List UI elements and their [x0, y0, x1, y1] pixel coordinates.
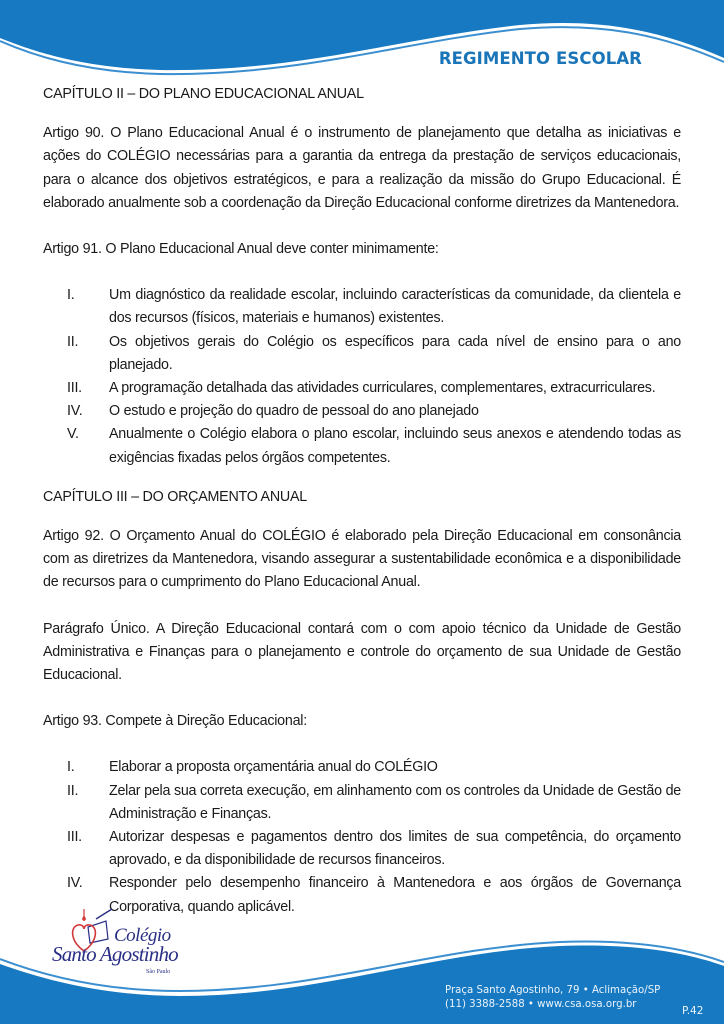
contact-line: (11) 3388-2588 • www.csa.osa.org.br — [445, 998, 637, 1010]
list-text: Elaborar a proposta orçamentária anual do COLÉGIO — [109, 759, 438, 776]
list-text: Um diagnóstico da realidade escolar, incluindo características da comunidade, da clientela e dos recursos (físicos, materiais e humanos) existentes. — [109, 287, 681, 327]
list-number: III. — [67, 380, 82, 397]
list-item — [43, 400, 681, 423]
logo-text-colegio: Colégio — [114, 925, 171, 946]
list-text: Zelar pela sua correta execução, em alinhamento com os controles da Unidade de Gestão de Administração e Finanças. — [109, 782, 681, 822]
header-wave-banner — [0, 0, 724, 80]
article-91: Artigo 91. O Plano Educacional Anual deve conter minimamente: — [43, 241, 439, 258]
article-93-list — [43, 756, 681, 918]
list-item — [43, 756, 681, 779]
list-item — [43, 780, 681, 826]
list-text: Os objetivos gerais do Colégio os específicos para cada nível de ensino para o ano planejado. — [109, 333, 681, 373]
document-body — [43, 83, 681, 919]
page-number: P.42 — [682, 1005, 704, 1017]
list-number: V. — [67, 426, 79, 443]
article-91-list — [43, 284, 681, 470]
article-92: Artigo 92. O Orçamento Anual do COLÉGIO é elaborado pela Direção Educacional em consonância com as diretrizes da Mantenedora, visando assegurar a sustentabilidade econômica e a disponibilidade de recursos para o cumprimento do Plano Educacional Anual. — [43, 528, 681, 591]
list-item — [43, 423, 681, 469]
list-text: O estudo e projeção do quadro de pessoal do ano planejado — [109, 403, 479, 420]
list-item — [43, 826, 681, 872]
article-90: Artigo 90. O Plano Educacional Anual é o instrumento de planejamento que detalha as iniciativas e ações do COLÉGIO necessárias para a garantia da entrega da prestação de serviços educacionais, para o alcance dos objetivos estratégicos, e para a realização da missão do Grupo Educacional. É elaborado anualmente sob a coordenação da Direção Educacional conforme diretrizes da Mantenedora. — [43, 125, 681, 211]
address-line: Praça Santo Agostinho, 79 • Aclimação/SP — [445, 985, 661, 996]
article-93: Artigo 93. Compete à Direção Educacional: — [43, 713, 307, 730]
list-number: I. — [67, 759, 75, 776]
logo-text-santo-agostinho: Santo Agostinho — [52, 942, 178, 966]
list-number: IV. — [67, 403, 83, 420]
paragrafo-unico: Parágrafo Único. A Direção Educacional contará com o com apoio técnico da Unidade de Gestão Administrativa e Finanças para o planejamento e controle do orçamento de sua Unidade de Gestão Educacional. — [43, 620, 681, 684]
list-number: I. — [67, 287, 75, 304]
list-number: II. — [67, 782, 79, 799]
list-item — [43, 377, 681, 400]
school-logo — [48, 905, 188, 985]
logo-text-sao-paulo: São Paulo — [146, 969, 171, 975]
chapter-heading: CAPÍTULO II – DO PLANO EDUCACIONAL ANUAL — [43, 86, 364, 102]
list-number: IV. — [67, 875, 83, 892]
list-number: III. — [67, 829, 82, 846]
list-text: Responder pelo desempenho financeiro à Mantenedora e aos órgãos de Governança Corporativa, quando aplicável. — [109, 875, 681, 915]
list-item — [43, 331, 681, 377]
list-item — [43, 284, 681, 330]
list-text: A programação detalhada das atividades curriculares, complementares, extracurriculares. — [109, 380, 656, 397]
list-number: II. — [67, 333, 79, 350]
list-text: Anualmente o Colégio elabora o plano escolar, incluindo seus anexos e atendendo todas as exigências fixadas pelos órgãos competentes. — [109, 426, 681, 466]
document-title: REGIMENTO ESCOLAR — [438, 49, 642, 68]
list-text: Autorizar despesas e pagamentos dentro dos limites de sua competência, do orçamento aprovado, e da disponibilidade de recursos financeiros. — [109, 829, 681, 869]
chapter-heading: CAPÍTULO III – DO ORÇAMENTO ANUAL — [43, 488, 307, 505]
footer-address — [445, 984, 660, 1011]
